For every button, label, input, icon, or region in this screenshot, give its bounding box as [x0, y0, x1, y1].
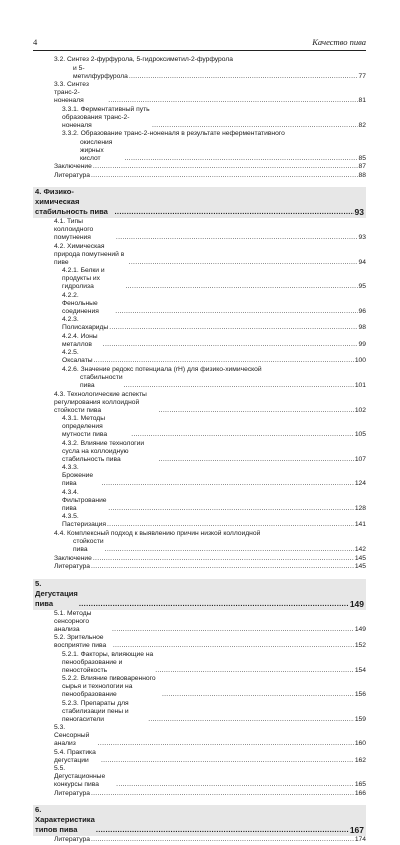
toc-entry-title: Заключение — [54, 554, 92, 562]
toc-page-number: 81 — [358, 97, 366, 104]
toc-page-number: 107 — [354, 455, 366, 463]
toc-entry[interactable] — [33, 610, 366, 635]
toc-chapter-heading[interactable] — [33, 805, 366, 836]
toc-entry[interactable] — [33, 538, 366, 555]
toc-page-number: 156 — [354, 691, 366, 698]
toc-leader-dots — [113, 642, 354, 650]
toc-entry[interactable] — [33, 440, 366, 465]
toc-entry[interactable] — [33, 836, 366, 845]
toc-page-number: 149 — [354, 625, 366, 633]
toc-leader-dots — [103, 341, 358, 349]
toc-entry-title: стойкости пива — [73, 538, 104, 553]
toc-entry-title: 4.3.4. Фильтрование пива — [62, 488, 107, 512]
toc-leader-dots — [108, 97, 357, 105]
toc-entry[interactable] — [33, 243, 366, 268]
toc-entry[interactable] — [33, 130, 366, 139]
toc-leader-dots — [102, 480, 354, 488]
toc-page-number: 88 — [358, 171, 366, 179]
toc-page-number: 93 — [358, 234, 366, 241]
toc-leader-dots — [96, 825, 349, 835]
toc-entry-title: 4.2. Химическая природа помутнений в пиве — [54, 242, 125, 266]
toc-entry-title: 5.2.2. Влияние пивоваренного сырья и технологии на пенообразование — [62, 675, 156, 698]
toc-entry[interactable] — [33, 651, 366, 676]
toc-entry-title: стабильности пива — [80, 374, 123, 389]
toc-leader-dots — [98, 740, 354, 748]
toc-entry[interactable] — [33, 65, 366, 82]
toc-leader-dots — [93, 555, 354, 563]
toc-leader-dots — [115, 308, 357, 316]
toc-entry-title: и 5-метилфурфурола — [73, 64, 128, 80]
toc-leader-dots — [155, 667, 354, 675]
toc-entry[interactable] — [33, 374, 366, 391]
toc-entry-title: Литература — [54, 836, 90, 843]
toc-page-number: 102 — [354, 406, 366, 414]
toc-leader-dots — [124, 155, 357, 163]
toc-entry-title: 5.2.1. Факторы, влияющие на пенообразование и пеностойкость — [62, 650, 154, 674]
toc-page-number: 93 — [354, 207, 364, 217]
toc-entry-title: Литература — [54, 789, 90, 797]
running-title: Качество пива — [312, 37, 366, 47]
toc-entry-title: 5.4. Практика дегустации — [54, 748, 96, 764]
toc-leader-dots — [124, 382, 354, 390]
toc-leader-dots — [94, 357, 354, 365]
toc-entry[interactable] — [33, 513, 366, 530]
toc-leader-dots — [129, 73, 358, 81]
toc-leader-dots — [109, 324, 357, 332]
toc-entry[interactable] — [33, 163, 366, 172]
toc-leader-dots — [125, 283, 357, 291]
toc-entry[interactable] — [33, 415, 366, 440]
toc-entry-title: 3.3.1. Ферментативный путь образования транс-2-ноненаля — [62, 105, 150, 129]
toc-entry[interactable] — [33, 56, 366, 65]
toc-entry-title: 4.2.6. Значение редокс потенциала (rH) для физико-химической — [62, 365, 262, 373]
toc-leader-dots — [162, 691, 354, 699]
toc-entry-title: окисления жирных кислот — [80, 138, 113, 162]
toc-entry[interactable] — [33, 749, 366, 766]
toc-entry[interactable] — [33, 790, 366, 799]
toc-leader-dots — [148, 716, 354, 724]
toc-entry[interactable] — [33, 563, 366, 572]
toc-entry-title: 6. Характеристика типов пива — [35, 805, 95, 834]
toc-entry[interactable] — [33, 489, 366, 514]
toc-entry-title: 3.3. Синтез транс-2-ноненаля — [54, 81, 89, 104]
toc-entry-title: 4.3.5. Пастеризация — [62, 513, 107, 528]
toc-entry-title: 4.2.2. Фенольные соединения — [62, 291, 99, 315]
toc-entry-title: 4. Физико-химическая стабильность пива — [35, 187, 108, 216]
toc-leader-dots — [91, 563, 354, 571]
toc-entry-title: 4.3. Технологические аспекты регулирования коллоидной стойкости пива — [54, 390, 147, 414]
toc-entry-title: 5.1. Методы сенсорного анализа — [54, 609, 92, 633]
toc-page-number: 82 — [358, 121, 366, 129]
toc-entry-title: Литература — [54, 563, 90, 570]
toc-entry[interactable] — [33, 106, 366, 131]
toc-entry[interactable] — [33, 218, 366, 243]
section-spacer — [33, 572, 366, 577]
toc-page-number: 77 — [358, 72, 366, 80]
toc-entry-title: 3.3.2. Образование транс-2-ноненаля в результате неферментативного — [62, 130, 285, 137]
toc-leader-dots — [91, 790, 354, 798]
toc-entry[interactable] — [33, 555, 366, 564]
toc-entry[interactable] — [33, 366, 366, 375]
toc-leader-dots — [93, 163, 358, 171]
toc-entry-title: Литература — [54, 171, 90, 179]
toc-entry[interactable] — [33, 349, 366, 366]
toc-page-number: 85 — [358, 154, 366, 162]
toc-page-number: 94 — [358, 258, 366, 266]
running-header — [33, 36, 366, 51]
toc-entry-title: 3.2. Синтез 2-фурфурола, 5-гидроксиметил-2-фурфурола — [54, 56, 233, 63]
toc-entry-title: 4.2.4. Ионы металлов — [62, 332, 98, 348]
toc-leader-dots — [107, 521, 354, 529]
toc-entry[interactable] — [33, 675, 366, 700]
toc-page-number: 98 — [358, 324, 366, 331]
toc-entry-title: 4.2.5. Оксалаты — [62, 349, 93, 364]
toc-entry[interactable] — [33, 765, 366, 790]
toc-page-number: 141 — [354, 521, 366, 528]
toc-entry-title: 5.3. Сенсорный анализ — [54, 724, 90, 747]
toc-entry-title: 5. Дегустация пива — [35, 578, 78, 608]
toc-entry[interactable] — [33, 634, 366, 651]
toc-entry[interactable] — [33, 316, 366, 333]
toc-page-number: 96 — [358, 307, 366, 315]
toc-page-number: 100 — [354, 357, 366, 364]
toc-entry-title: 4.3.1. Методы определения мутности пива — [62, 415, 108, 438]
toc-entry[interactable] — [33, 172, 366, 181]
toc-page-number: 154 — [354, 666, 366, 674]
toc-entry-title: 5.2.3. Препараты для стабилизации пены и пеногасители — [62, 699, 129, 723]
toc-page-number: 95 — [358, 283, 366, 290]
toc-page-number: 142 — [354, 546, 366, 553]
toc-entry-title: 4.3.2. Влияние технологии сусла на коллоидную стабильность пива — [62, 439, 145, 463]
toc-entry[interactable] — [33, 139, 366, 164]
toc-page-number: 105 — [354, 431, 366, 438]
toc-entry[interactable] — [33, 464, 366, 489]
toc-entry[interactable] — [33, 724, 366, 749]
toc-entry-title: 5.2. Зрительное восприятие пива — [54, 634, 107, 649]
toc-entry-title: 4.2.1. Белки и продукты их гидролиза — [62, 267, 105, 290]
toc-page-number: 165 — [354, 781, 366, 788]
toc-entry[interactable] — [33, 530, 366, 539]
toc-page-number: 162 — [354, 756, 366, 764]
toc-page-number: 160 — [354, 740, 366, 747]
toc-page-number: 101 — [354, 382, 366, 389]
toc-page-number: 152 — [354, 642, 366, 649]
toc-chapter-heading[interactable] — [33, 579, 366, 610]
toc-leader-dots — [116, 234, 358, 242]
toc-page-number: 159 — [354, 715, 366, 723]
toc-page-number: 167 — [349, 825, 364, 835]
toc-entry-title: 4.4. Комплексный подход к выявлению причин низкой коллоидной — [54, 529, 261, 537]
toc-page-number: 145 — [354, 563, 366, 570]
section-spacer — [33, 798, 366, 803]
toc-entry[interactable] — [33, 292, 366, 317]
toc-entry[interactable] — [33, 267, 366, 292]
toc-leader-dots — [101, 757, 354, 765]
toc-leader-dots — [91, 172, 358, 180]
toc-page-number: 87 — [358, 163, 366, 170]
toc-leader-dots — [116, 781, 354, 789]
toc-entry-title: 5.5. Дегустационные конкурсы пива — [54, 765, 106, 788]
toc-leader-dots — [108, 505, 354, 513]
toc-page-number: 149 — [349, 598, 364, 609]
toc-page-number: 99 — [358, 340, 366, 348]
toc-leader-dots — [105, 546, 354, 554]
toc-leader-dots — [152, 122, 358, 130]
toc-page-number: 166 — [354, 789, 366, 797]
toc-entry-title: 4.2.3. Полисахариды — [62, 316, 109, 331]
toc-leader-dots — [115, 207, 354, 217]
toc-leader-dots — [131, 431, 354, 439]
table-of-contents — [33, 56, 366, 845]
toc-leader-dots — [159, 456, 354, 464]
toc-leader-dots — [159, 407, 354, 415]
toc-chapter-heading[interactable] — [33, 187, 366, 218]
toc-entry[interactable] — [33, 333, 366, 350]
toc-page-number: 145 — [354, 554, 366, 562]
toc-entry-title: 4.1. Типы коллоидного помутнения — [54, 218, 94, 241]
toc-entry[interactable] — [33, 81, 366, 106]
toc-page-number: 128 — [354, 504, 366, 512]
toc-entry-title: 4.3.3. Брожение пива — [62, 464, 94, 487]
page-number: 4 — [33, 37, 38, 47]
toc-leader-dots — [129, 259, 358, 267]
toc-page-number: 124 — [354, 480, 366, 487]
toc-entry-title: Заключение — [54, 163, 92, 170]
toc-page-number: 174 — [354, 836, 366, 843]
toc-leader-dots — [112, 626, 354, 634]
toc-leader-dots — [79, 599, 349, 609]
section-spacer — [33, 180, 366, 185]
toc-entry[interactable] — [33, 391, 366, 416]
toc-leader-dots — [91, 836, 354, 844]
toc-entry[interactable] — [33, 700, 366, 725]
